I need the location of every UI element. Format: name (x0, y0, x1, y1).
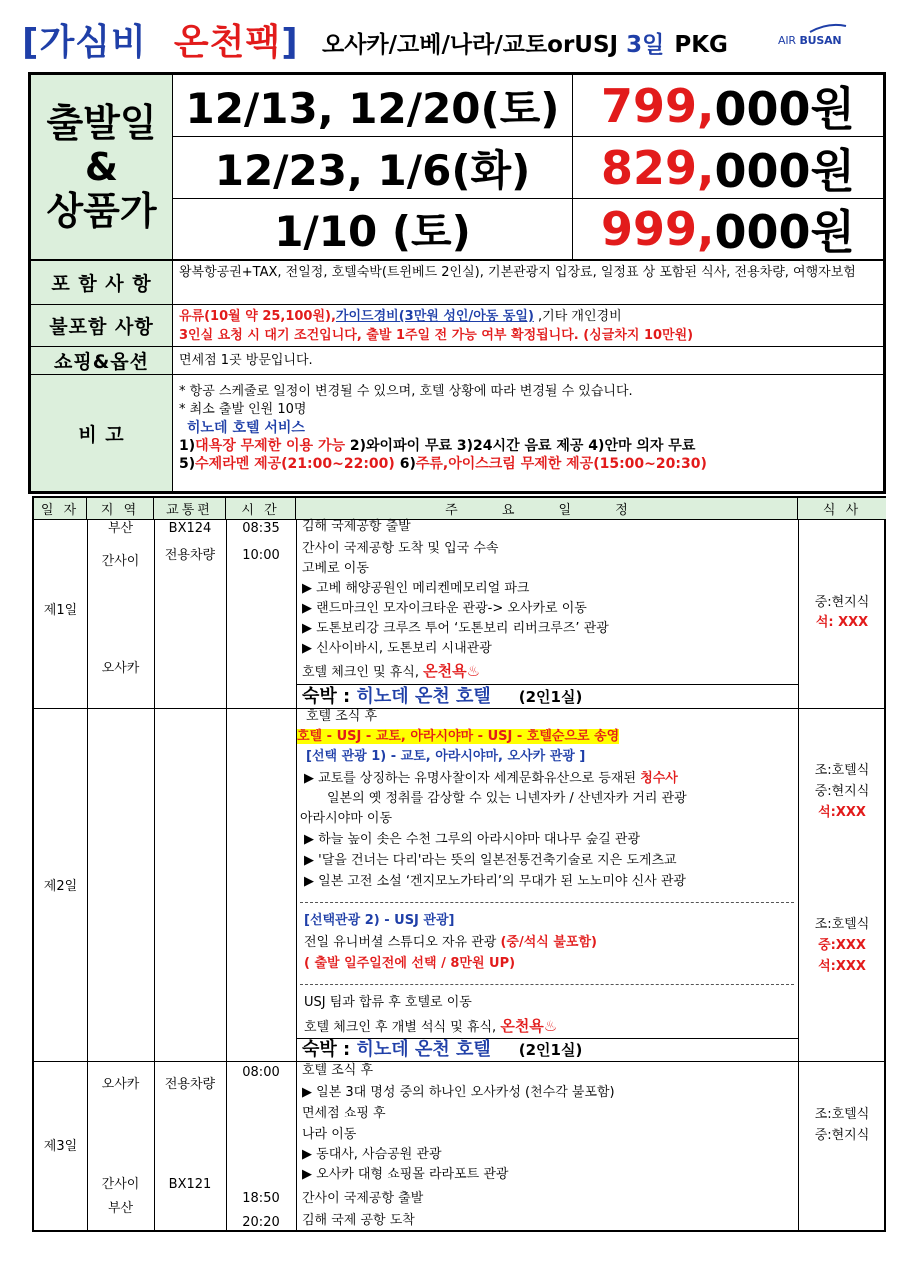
day3-line: ▶ 일본 3대 명성 중의 하나인 오사카성 (천수각 불포함) (302, 1085, 615, 1100)
air-busan-logo: AIR BUSAN (778, 22, 878, 52)
price-2: 829, 000원 (573, 137, 883, 199)
day3-region-kansai: 간사이 (101, 1177, 140, 1192)
day2-line: 호텔 조식 후 (306, 709, 378, 724)
day3-meal-breakfast: 조:호텔식 (814, 1107, 870, 1122)
remarks-text: * 항공 스케줄로 일정이 변경될 수 있으며, 호텔 상황에 따라 변경될 수 있습니다. * 최소 출발 인원 10명 히노데 호텔 서비스 1)대욕장 무제한 이용 가능 2)와이파이 무료 3)24시간 음료 제공 4)안마 의자 무료 5)수제라멘 제공(21:00~22:00) 6)주류,아이스크림 무제한 제공(15:00~20:30) (173, 375, 883, 491)
day3-meal-lunch: 중:현지식 (814, 1128, 870, 1143)
day3-line: 간사이 국제공항 출발 (302, 1191, 424, 1206)
hotel-service-title: 히노데 호텔 서비스 (187, 420, 305, 436)
day3-line: 면세점 쇼핑 후 (302, 1106, 386, 1121)
day1-stay: 숙박 : 히노데 온천 호텔 (2인1실) (302, 686, 583, 707)
day2-option2-title: [선택관광 2) - USJ 관광] (304, 913, 455, 928)
departure-price-header: 출발일 & 상품가 (31, 75, 173, 261)
col-header-time: 시 간 (226, 498, 296, 520)
excluded-text: 유류(10월 약 25,100원),가이드경비(3만원 성인/아동 동일) ,기타 개인경비 3인실 요청 시 대기 조건입니다, 출발 1주일 전 가능 여부 확정됩니다. (싱글차지 10만원) (173, 305, 883, 347)
day2-rejoin: USJ 팀과 합류 후 호텔로 이동 (304, 995, 472, 1010)
departure-dates-1: 12/13, 12/20(토) (173, 75, 573, 137)
shopping-text: 면세점 1곳 방문입니다. (173, 347, 883, 375)
day1-line: 간사이 국제공항 도착 및 입국 수속 (302, 541, 499, 556)
day2-arashiyama-2: ▶ '달을 건너는 다리'라는 뜻의 일본전통건축기술로 지은 도게츠교 (304, 853, 677, 868)
day2-kyoto: ▶ 교토를 상징하는 유명사찰이자 세계문화유산으로 등재된 청수사 (304, 771, 678, 786)
day1-line: ▶ 신사이바시, 도톤보리 시내관광 (302, 641, 492, 656)
title-route: 오사카/고베/나라/교토orUSJ 3일 PKG (322, 32, 728, 58)
day3-line: 호텔 조식 후 (302, 1063, 374, 1078)
day3-region-busan: 부산 (107, 1201, 134, 1216)
remarks-label: 비 고 (31, 375, 173, 491)
day3-line: ▶ 오사카 대형 쇼핑몰 라라포트 관광 (302, 1167, 509, 1182)
day2-usj: 전일 유니버셜 스튜디오 자유 관광 (중/석식 불포함) (304, 935, 597, 950)
day1-region-osaka: 오사카 (101, 661, 140, 676)
day1-line: ▶ 랜드마크인 모자이크타운 관광-> 오사카로 이동 (302, 601, 587, 616)
day3-flight: BX121 (168, 1177, 212, 1192)
day1-time-1: 08:35 (242, 521, 280, 536)
day2-opt-meal-lunch: 중:XXX (818, 938, 866, 953)
itinerary-table (32, 496, 886, 1232)
day2-stay: 숙박 : 히노데 온천 호텔 (2인1실) (302, 1039, 583, 1060)
day1-line: 김해 국제공항 출발 (302, 519, 411, 534)
day3-region-osaka: 오사카 (101, 1077, 140, 1092)
title-brand: [가심비 온천팩] (22, 22, 299, 63)
departure-dates-3: 1/10 (토) (173, 199, 573, 261)
col-header-transport: 교통편 (154, 498, 226, 520)
price-1: 799, 000원 (573, 75, 883, 137)
day1-line: ▶ 도톤보리강 크루즈 투어 ‘도톤보리 리버크루즈’ 관광 (302, 621, 609, 636)
day2-opt-meal-dinner: 석:XXX (818, 959, 866, 974)
title-onsen-pack: 온천팩 (173, 22, 282, 63)
day2-route: 호텔 - USJ - 교토, 아라시야마 - USJ - 호텔순으로 송영 (297, 729, 620, 744)
included-label: 포 함 사 항 (31, 261, 173, 305)
price-3: 999, 000원 (573, 199, 883, 261)
airline-swoosh-icon (808, 22, 848, 34)
day3-line: 김해 국제 공항 도착 (302, 1213, 415, 1228)
day2-meal-breakfast: 조:호텔식 (814, 763, 870, 778)
col-header-day: 일 자 (34, 498, 87, 520)
day2-meal-lunch: 중:현지식 (814, 784, 870, 799)
day2-arashiyama: 아라시야마 이동 (300, 811, 393, 826)
day2-checkin: 호텔 체크인 후 개별 석식 및 휴식, 온천욕♨ (304, 1017, 558, 1035)
day1-meal-dinner: 석: XXX (815, 615, 869, 630)
day3-time-2: 18:50 (242, 1191, 280, 1206)
col-header-region: 지 역 (87, 498, 154, 520)
day3-line: ▶ 동대사, 사슴공원 관광 (302, 1147, 442, 1162)
excluded-label: 불포함 사항 (31, 305, 173, 347)
day3-time-1: 08:00 (242, 1065, 280, 1080)
shopping-label: 쇼핑&옵션 (31, 347, 173, 375)
day1-bus: 전용차량 (164, 548, 216, 563)
day3-bus: 전용차량 (164, 1077, 216, 1092)
day1-label: 제1일 (43, 603, 78, 618)
day3-line: 나라 이동 (302, 1127, 357, 1142)
day2-meal-dinner: 석:XXX (818, 805, 866, 820)
day2-arashiyama-1: ▶ 하늘 높이 솟은 수천 그루의 아라시야마 대나무 숲길 관광 (304, 832, 641, 847)
day1-time-2: 10:00 (242, 548, 280, 563)
day1-flight: BX124 (168, 521, 212, 536)
product-info-table (28, 72, 886, 494)
day1-region-busan: 부산 (107, 521, 134, 536)
col-header-schedule: 주 요 일 정 (296, 498, 798, 520)
day3-label: 제3일 (43, 1139, 78, 1154)
day1-line: ▶ 고베 해양공원인 메리켄메모리얼 파크 (302, 581, 530, 596)
day3-time-3: 20:20 (242, 1215, 280, 1230)
day2-usj-note: ( 출발 일주일전에 선택 / 8만원 UP) (304, 956, 516, 971)
included-text: 왕복항공권+TAX, 전일정, 호텔숙박(트윈베드 2인실), 기본관광지 입장료, 일정표 상 포함된 식사, 전용차량, 여행자보험 (173, 261, 883, 305)
day2-option1-title: [선택 관광 1) - 교토, 아라시야마, 오사카 관광 ] (306, 749, 586, 764)
day2-opt-meal-breakfast: 조:호텔식 (814, 917, 870, 932)
day1-checkin: 호텔 체크인 및 휴식, 온천욕♨ (302, 662, 481, 680)
col-header-meals: 식 사 (798, 498, 886, 520)
page-title (22, 12, 882, 64)
day1-meal-lunch: 중:현지식 (814, 595, 870, 610)
day1-region-kansai: 간사이 (101, 554, 140, 569)
departure-dates-2: 12/23, 1/6(화) (173, 137, 573, 199)
day1-line: 고베로 이동 (302, 561, 369, 576)
day2-kyoto-streets: 일본의 옛 정취를 감상할 수 있는 니넨자카 / 산넨자카 거리 관광 (327, 791, 687, 806)
day2-label: 제2일 (43, 879, 78, 894)
day2-arashiyama-3: ▶ 일본 고전 소설 ‘겐지모노가타리’의 무대가 된 노노미야 신사 관광 (304, 874, 686, 889)
